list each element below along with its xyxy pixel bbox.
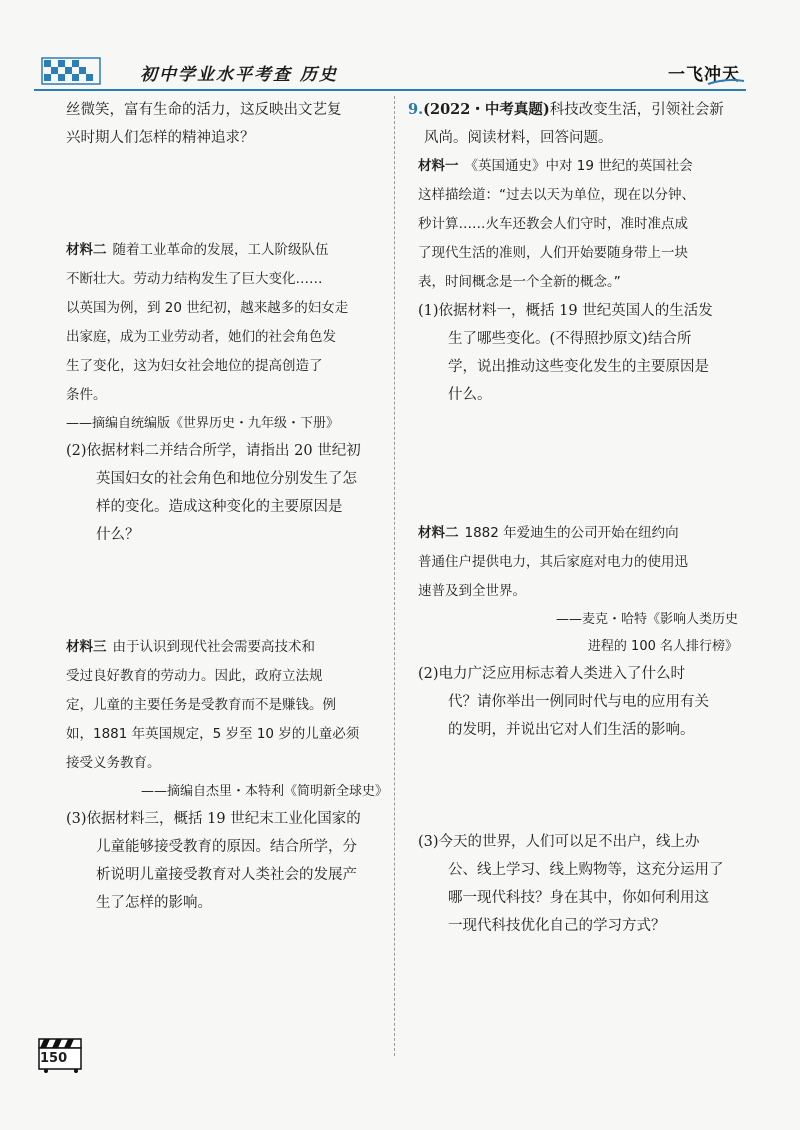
material-3-block [66, 633, 388, 805]
question-line: 儿童能够接受教育的原因。结合所学，分 [96, 839, 357, 855]
material-line: 接受义务教育。 [66, 755, 161, 771]
material-line: 出家庭，成为工业劳动者，她们的社会角色发 [66, 329, 336, 345]
material-line: 生了变化，这为妇女社会地位的提高创造了 [66, 358, 323, 374]
material-source: ——麦克・哈特《影响人类历史 [555, 612, 738, 627]
question-2 [408, 660, 738, 744]
material-line: 了现代生活的准则，人们开始要随身带上一块 [418, 245, 688, 261]
material-line: 普通住户提供电力，其后家庭对电力的使用迅 [418, 554, 688, 570]
question-source: (2022・中考真题) [423, 101, 550, 118]
page-number-badge [38, 1037, 84, 1073]
material-line: 定，儿童的主要任务是受教育而不是赚钱。例 [66, 697, 336, 713]
right-column [408, 96, 738, 940]
material-source: ——摘编自统编版《世界历史・九年级・下册》 [66, 416, 340, 431]
brand-logo-text: 一飞冲天 [668, 65, 740, 85]
material-line: 速普及到全世界。 [418, 583, 526, 599]
question-line: 的发明，并说出它对人们生活的影响。 [448, 722, 695, 738]
question-line: 英国妇女的社会角色和地位分别发生了怎 [96, 471, 357, 487]
question-line: 学，说出推动这些变化发生的主要原因是 [448, 359, 709, 375]
question-line: 一现代科技优化自己的学习方式？ [448, 918, 666, 934]
question-2 [66, 437, 388, 549]
question-line: 代？请你举出一例同时代与电的应用有关 [448, 694, 709, 710]
page-header [34, 56, 754, 90]
material-1-block [408, 152, 738, 297]
question-line: 生了哪些变化。(不得照抄原文)结合所 [448, 331, 692, 347]
material-label: 材料一 [418, 158, 459, 174]
question-line: 科技改变生活，引领社会新 [549, 102, 724, 118]
question-line: 生了怎样的影响。 [96, 895, 212, 911]
question-line: 风尚。阅读材料，回答问题。 [424, 130, 613, 146]
question-line: (3)依据材料三，概括 19 世纪末工业化国家的 [66, 811, 361, 827]
question-line: 样的变化。造成这种变化的主要原因是 [96, 499, 343, 515]
question-line: (2)依据材料二并结合所学，请指出 20 世纪初 [66, 443, 361, 459]
header-rule [34, 89, 746, 91]
continued-text-line: 丝微笑，富有生命的活力，这反映出文艺复 [66, 102, 342, 118]
question-line: 什么？ [96, 527, 140, 543]
material-line: 条件。 [66, 387, 107, 403]
checkered-logo-icon [40, 56, 110, 88]
material-line: 如，1881 年英国规定，5 岁至 10 岁的儿童必须 [66, 726, 360, 742]
material-label: 材料三 [66, 639, 107, 655]
question-9-intro [408, 96, 738, 124]
question-line: 哪一现代科技？身在其中，你如何利用这 [448, 890, 709, 906]
question-line: 析说明儿童接受教育对人类社会的发展产 [96, 867, 357, 883]
question-3 [66, 805, 388, 917]
continued-text-line: 兴时期人们怎样的精神追求？ [66, 130, 255, 146]
left-column [66, 96, 388, 917]
brand-swoosh-icon [706, 78, 746, 86]
material-line: 不断壮大。劳动力结构发生了巨大变化…… [66, 271, 323, 287]
book-title: 初中学业水平考查 历史 [140, 65, 338, 85]
question-number: 9. [408, 101, 424, 118]
material-line: 受过良好教育的劳动力。因此，政府立法规 [66, 668, 323, 684]
material-line: 1882 年爱迪生的公司开始在纽约向 [464, 525, 679, 541]
material-source: 进程的 100 名人排行榜》 [587, 639, 738, 654]
material-source: ——摘编自杰里・本特利《简明新全球史》 [140, 784, 388, 799]
material-label: 材料二 [66, 242, 107, 258]
question-line: (2)电力广泛应用标志着人类进入了什么时 [418, 666, 686, 682]
material-line: 由于认识到现代社会需要高技术和 [112, 639, 315, 655]
material-line: 以英国为例，到 20 世纪初，越来越多的妇女走 [66, 300, 349, 316]
question-line: (1)依据材料一，概括 19 世纪英国人的生活发 [418, 303, 713, 319]
material-line: 《英国通史》中对 19 世纪的英国社会 [464, 158, 693, 174]
material-line: 随着工业革命的发展，工人阶级队伍 [112, 242, 329, 258]
material-line: 表，时间概念是一个全新的概念。” [418, 274, 621, 290]
material-line: 秒计算……火车还教会人们守时，准时准点成 [418, 216, 688, 232]
question-line: 什么。 [448, 387, 492, 403]
question-line: (3)今天的世界，人们可以足不出户，线上办 [418, 834, 700, 850]
question-1 [408, 297, 738, 409]
material-label: 材料二 [418, 525, 459, 541]
material-line: 这样描绘道：“过去以天为单位，现在以分钟、 [418, 187, 695, 203]
question-3 [408, 828, 738, 940]
page-number: 150 [40, 1051, 68, 1066]
material-2-block [408, 519, 738, 660]
column-divider [394, 96, 395, 1056]
material-2-block [66, 236, 388, 437]
question-line: 公、线上学习、线上购物等，这充分运用了 [448, 862, 724, 878]
